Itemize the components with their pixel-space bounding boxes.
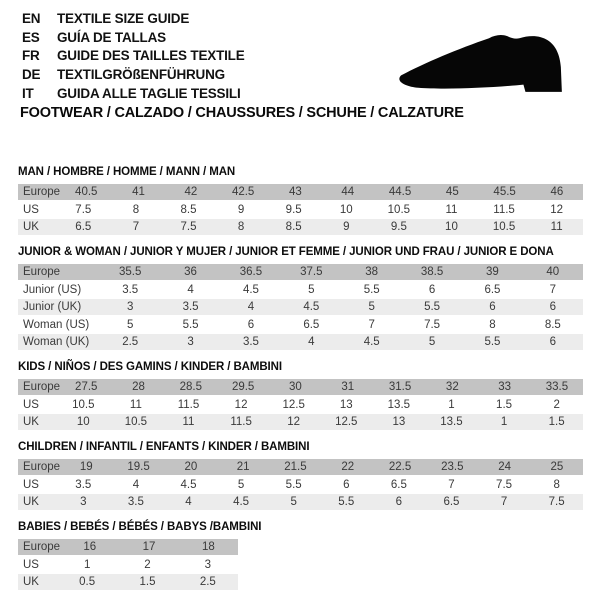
size-cell: 4.5 — [242, 283, 259, 296]
table-row — [18, 414, 583, 430]
table-row — [18, 219, 583, 235]
table-row — [18, 557, 238, 573]
language-row-en — [22, 9, 245, 28]
size-cell: 10 — [76, 416, 90, 428]
size-cell: 37.5 — [300, 266, 323, 278]
size-cell: 6.5 — [390, 478, 407, 491]
size-cell: 7 — [368, 318, 375, 331]
size-cell: 11 — [445, 203, 458, 216]
row-label: Junior (UK) — [23, 301, 82, 313]
size-cell: 11.5 — [177, 398, 200, 411]
size-cell: 4.5 — [180, 478, 197, 491]
size-cell: 5 — [308, 283, 315, 296]
row-label: Woman (UK) — [23, 336, 90, 348]
size-cell: 10.5 — [124, 416, 148, 428]
section-title: KIDS / NIÑOS / DES GAMINS / KINDER / BAMBINI — [18, 361, 282, 373]
size-cell: 5 — [290, 496, 297, 508]
size-cell: 21 — [236, 461, 250, 473]
size-table — [18, 264, 583, 350]
language-code: EN — [22, 10, 41, 26]
table-header-row — [18, 184, 583, 200]
size-cell: 38.5 — [420, 266, 444, 278]
size-cell: 8.5 — [180, 203, 197, 216]
size-cell: 17 — [142, 541, 156, 553]
size-cell: 4 — [187, 283, 194, 296]
size-cell: 8 — [553, 478, 560, 491]
size-table — [18, 184, 583, 235]
section-title: JUNIOR & WOMAN / JUNIOR Y MUJER / JUNIOR ET FEMME / JUNIOR UND FRAU / JUNIOR E DONA — [18, 246, 554, 258]
size-cell: 23.5 — [441, 461, 464, 473]
table-header-row — [18, 379, 583, 395]
size-cell: 10 — [339, 203, 353, 216]
size-cell: 6 — [395, 496, 403, 508]
size-cell: 3.5 — [242, 336, 259, 348]
size-cell: 6 — [489, 301, 496, 313]
size-cell: 5 — [428, 336, 436, 348]
size-cell: 19 — [79, 461, 93, 473]
size-table — [18, 379, 583, 430]
size-cell: 1.5 — [496, 398, 513, 411]
size-cell: 11 — [182, 416, 195, 428]
table-row — [18, 334, 583, 350]
size-cell: 5.5 — [363, 283, 380, 296]
row-label: Europe — [23, 186, 61, 198]
size-cell: 24 — [498, 461, 512, 473]
row-label: Junior (US) — [23, 283, 82, 296]
table-row — [18, 282, 583, 298]
size-cell: 18 — [201, 541, 215, 553]
size-cell: 33 — [498, 381, 512, 393]
language-label: GUIDE DES TAILLES TEXTILE — [57, 48, 245, 64]
size-cell: 1.5 — [548, 416, 565, 428]
size-cell: 29.5 — [231, 381, 255, 393]
size-cell: 44.5 — [388, 186, 412, 198]
size-cell: 2 — [553, 398, 560, 411]
language-row-es — [22, 28, 245, 47]
size-cell: 5.5 — [484, 336, 501, 348]
size-cell: 7 — [500, 496, 508, 508]
size-cell: 1.5 — [139, 576, 156, 588]
size-section-1 — [18, 246, 583, 350]
size-cell: 4.5 — [233, 496, 250, 508]
size-cell: 10.5 — [72, 398, 95, 411]
language-label: GUÍA DE TALLAS — [57, 29, 166, 45]
size-cell: 3.5 — [75, 478, 92, 491]
size-section-4 — [18, 521, 583, 590]
size-cell: 7.5 — [75, 203, 92, 216]
size-cell: 42 — [184, 186, 198, 198]
language-row-fr — [22, 46, 245, 65]
size-cell: 7 — [132, 221, 140, 233]
language-code: ES — [22, 29, 40, 45]
size-cell: 28 — [132, 381, 145, 393]
table-header-row — [18, 264, 583, 280]
row-label: Woman (US) — [23, 318, 90, 331]
size-cell: 35.5 — [118, 266, 142, 278]
shoe-icon — [396, 32, 574, 96]
size-cell: 41 — [132, 186, 145, 198]
table-header-row — [18, 539, 238, 555]
section-title: MAN / HOMBRE / HOMME / MANN / MAN — [18, 166, 236, 178]
table-row — [18, 494, 583, 510]
size-cell: 3.5 — [127, 496, 144, 508]
size-cell: 3.5 — [122, 283, 139, 296]
size-table — [18, 539, 238, 590]
size-cell: 9.5 — [390, 221, 407, 233]
size-cell: 30 — [289, 381, 302, 393]
size-cell: 6 — [343, 478, 350, 491]
size-cell: 0.5 — [79, 576, 96, 588]
size-cell: 2 — [144, 558, 151, 571]
size-cell: 4.5 — [303, 301, 320, 313]
size-cell: 9 — [343, 221, 350, 233]
size-cell: 6.5 — [303, 318, 320, 331]
size-cell: 38 — [365, 266, 379, 278]
size-cell: 8.5 — [544, 318, 561, 331]
size-cell: 4.5 — [363, 336, 380, 348]
table-row — [18, 317, 583, 333]
size-cell: 32 — [445, 381, 459, 393]
section-title: CHILDREN / INFANTIL / ENFANTS / KINDER / BAMBINI — [18, 441, 310, 453]
size-cell: 3 — [126, 301, 134, 313]
size-cell: 8.5 — [285, 221, 302, 233]
table-row — [18, 477, 583, 493]
language-code: FR — [22, 48, 40, 64]
row-label: Europe — [23, 541, 61, 553]
size-cell: 4 — [308, 336, 315, 348]
size-cell: 7.5 — [496, 478, 513, 491]
size-cell: 16 — [83, 541, 97, 553]
size-cell: 6.5 — [75, 221, 92, 233]
row-label: US — [23, 478, 39, 491]
size-cell: 8 — [237, 221, 245, 233]
size-cell: 11.5 — [230, 416, 252, 428]
size-cell: 5.5 — [338, 496, 355, 508]
size-cell: 11 — [550, 221, 563, 233]
size-cell: 2.5 — [122, 336, 139, 348]
size-cell: 42.5 — [231, 186, 255, 198]
size-cell: 9.5 — [285, 203, 302, 216]
size-cell: 31 — [341, 381, 355, 393]
size-table — [18, 459, 583, 510]
row-label: Europe — [23, 381, 61, 393]
size-cell: 36.5 — [239, 266, 263, 278]
size-cell: 9 — [237, 203, 245, 216]
size-cell: 8 — [132, 203, 140, 216]
size-cell: 12.5 — [282, 398, 305, 411]
category-heading: FOOTWEAR / CALZADO / CHAUSSURES / SCHUHE / CALZATURE — [20, 105, 464, 121]
language-code: IT — [22, 85, 34, 101]
size-cell: 6 — [549, 336, 557, 348]
size-cell: 1 — [448, 398, 455, 411]
size-cell: 6 — [428, 283, 436, 296]
language-label: TEXTILGRÖßENFÜHRUNG — [57, 66, 225, 82]
size-cell: 13 — [392, 416, 406, 428]
size-cell: 7 — [448, 478, 455, 491]
size-cell: 3 — [187, 336, 194, 348]
size-cell: 3 — [80, 496, 87, 508]
size-cell: 2.5 — [199, 576, 216, 588]
table-row — [18, 397, 583, 413]
size-cell: 10.5 — [492, 221, 516, 233]
size-cell: 5.5 — [182, 318, 199, 331]
row-label: Europe — [23, 461, 61, 473]
table-row — [18, 574, 238, 590]
size-cell: 12 — [550, 203, 564, 216]
size-cell: 20 — [184, 461, 198, 473]
size-cell: 7 — [549, 283, 557, 296]
language-list — [22, 9, 245, 102]
size-cell: 11 — [129, 398, 142, 411]
size-cell: 5.5 — [285, 478, 302, 491]
size-cell: 22 — [341, 461, 355, 473]
size-cell: 1 — [83, 558, 91, 571]
size-cell: 33.5 — [545, 381, 569, 393]
size-cell: 3 — [204, 558, 212, 571]
size-cell: 6.5 — [484, 283, 501, 296]
size-cell: 12 — [234, 398, 248, 411]
size-cell: 43 — [289, 186, 302, 198]
size-cell: 3.5 — [182, 301, 199, 313]
size-cell: 45 — [445, 186, 459, 198]
size-section-3 — [18, 441, 583, 510]
size-cell: 5 — [126, 318, 134, 331]
size-cell: 25 — [550, 461, 564, 473]
row-label: UK — [23, 416, 39, 428]
size-cell: 45.5 — [493, 186, 516, 198]
size-cell: 28.5 — [179, 381, 203, 393]
size-cell: 13 — [339, 398, 353, 411]
size-cell: 27.5 — [75, 381, 98, 393]
size-cell: 39 — [486, 266, 499, 278]
size-cell: 1 — [500, 416, 508, 428]
size-cell: 10 — [445, 221, 458, 233]
size-cell: 6 — [549, 301, 557, 313]
row-label: US — [23, 203, 39, 216]
size-cell: 22.5 — [388, 461, 412, 473]
table-row — [18, 202, 583, 218]
size-cell: 12 — [287, 416, 301, 428]
language-row-it — [22, 84, 245, 103]
language-label: GUIDA ALLE TAGLIE TESSILI — [57, 85, 241, 101]
size-cell: 44 — [341, 186, 355, 198]
size-tables — [18, 166, 583, 592]
size-cell: 31.5 — [388, 381, 412, 393]
section-title: BABIES / BEBÉS / BÉBÉS / BABYS /BAMBINI — [18, 521, 262, 533]
size-cell: 7.5 — [180, 221, 197, 233]
row-label: US — [23, 398, 39, 411]
size-section-2 — [18, 361, 583, 430]
size-section-0 — [18, 166, 583, 235]
language-row-de — [22, 65, 245, 84]
size-cell: 21.5 — [284, 461, 307, 473]
size-cell: 7.5 — [548, 496, 565, 508]
size-cell: 10.5 — [387, 203, 411, 216]
size-cell: 12.5 — [335, 416, 358, 428]
size-cell: 4 — [247, 301, 255, 313]
size-cell: 5 — [237, 478, 245, 491]
size-cell: 19.5 — [127, 461, 150, 473]
size-cell: 36 — [184, 266, 197, 278]
row-label: UK — [23, 496, 39, 508]
size-cell: 5 — [368, 301, 375, 313]
table-row — [18, 299, 583, 315]
row-label: UK — [23, 221, 39, 233]
size-cell: 46 — [550, 186, 564, 198]
size-cell: 40.5 — [75, 186, 98, 198]
size-cell: 13.5 — [387, 398, 411, 411]
row-label: Europe — [23, 266, 61, 278]
size-cell: 4 — [132, 478, 140, 491]
size-cell: 6 — [247, 318, 255, 331]
language-label: TEXTILE SIZE GUIDE — [57, 10, 190, 26]
size-cell: 11.5 — [493, 203, 515, 216]
row-label: US — [23, 558, 39, 571]
size-cell: 6.5 — [443, 496, 460, 508]
size-cell: 13.5 — [440, 416, 463, 428]
size-cell: 8 — [489, 318, 496, 331]
size-cell: 4 — [185, 496, 192, 508]
size-cell: 40 — [546, 266, 560, 278]
size-cell: 7.5 — [424, 318, 441, 331]
size-cell: 5.5 — [424, 301, 441, 313]
table-header-row — [18, 459, 583, 475]
row-label: UK — [23, 576, 39, 588]
language-code: DE — [22, 66, 41, 82]
